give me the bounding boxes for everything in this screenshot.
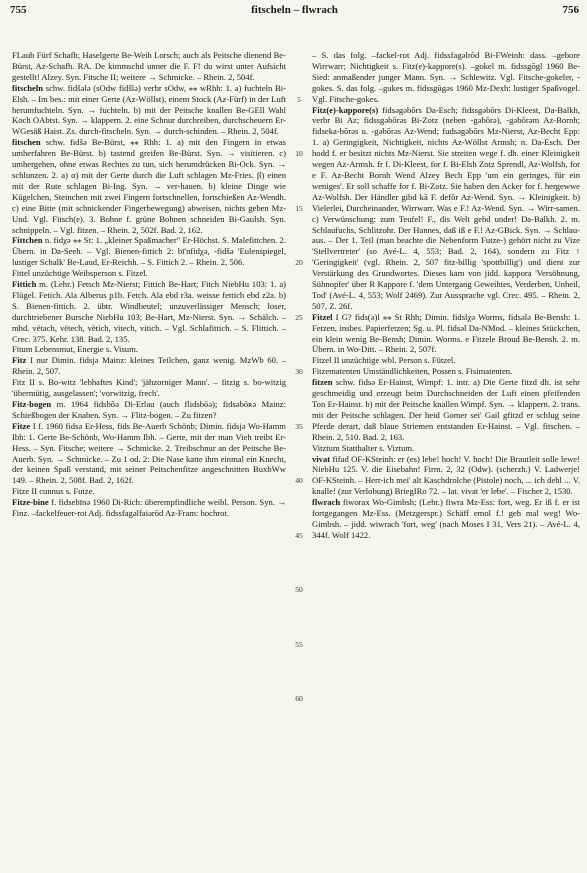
headword: vivat [312, 453, 331, 464]
entry-text: Fitum Lebensmut, Energie s. Visum. [12, 344, 138, 355]
dictionary-entry [12, 268, 286, 279]
line-number: 10 [295, 149, 303, 159]
entry-text: Vitztum Statthalter s. Viztum. [312, 442, 415, 453]
dictionary-entry [12, 486, 286, 497]
line-number: 40 [295, 476, 303, 486]
headword: flwrach [312, 497, 341, 508]
dictionary-entry [12, 137, 286, 235]
entry-text: m. 1964 fidsbōə Di-Erlau (auch flidsbōə); fidsəbōʀə Mainz: Schießbogen der Knaben. Syn. → Flitz-bogen. – Zu fitzen? [12, 399, 286, 420]
line-number: 15 [295, 203, 303, 213]
entry-text: fiworax Wo-Gimbsh; (Lehr.) fiwra Mz-Ess: fort, weg. Er iß f. er ist fortgegangen Mz-Ess. (Metzgerspr.) Schäff emol f.! geh mal weg! Wo-Gimbsh. – jidd. wiwrach 'fort, weg' (nach Moses I 31, Vers 21). – Avé-L. 4, 344f. Wolf 1422. [312, 497, 580, 540]
dictionary-entry [12, 279, 286, 344]
dictionary-entry [312, 497, 580, 541]
dictionary-entry [312, 377, 580, 442]
dictionary-entry [12, 421, 286, 486]
page-header [10, 4, 579, 22]
line-number: 60 [295, 694, 303, 704]
headword: Fittchen [12, 235, 43, 246]
page-number-right: 756 [562, 4, 579, 16]
headword: Fitzel [312, 311, 333, 322]
dictionary-entry [312, 443, 580, 454]
dictionary-entry [312, 454, 580, 498]
entry-text: m. (Lehr.) Fetsch Mz-Nierst; Fittich Be-Hart; Fitch NiebHu 103: 1. a) Flügel. Fetich. Ala Alberus p1b. Fetch. Ala ebd r3a. weisse fettich ebd z2a. b) S. Bienen-fittich. 2. übtr. Windbeutel; unzuverlässiger Mensch; loser, durchtriebener Bursche NiebHu 103; Be-Hart, Mz-Nierst. Syn. → Schälch. – mhd. vëtach, vëtech, vëtich, vitech, vitich. – Vgl. Schlafittich. – S. Flittich. – Crec. 375. Kehr. 138. Bad. 2, 135. [12, 279, 286, 344]
dictionary-entry [12, 497, 286, 519]
line-number: 5 [297, 94, 301, 104]
dictionary-entry [312, 312, 580, 356]
entry-text: schw. fidsə Er-Hainst, Wimpf: 1. intr. a) Die Gerte fitzd dh. ist sehr geschmeidig und erzeugt beim Durchschneiden der Luft einen pfeifenden Ton Er-Hainst. b) mit der Peitsche knallen Wimpf. Syn. → klappern. 2. trans. mit der Peitsche schlagen. Der heid Gomer sei' Gail gfitzd er schlug seine Pferde derart, daß blaue Striemen entstanden Er-Hainst. – Vgl. fitschen. – Rhein. 2, 510. Bad. 2, 163. [312, 377, 580, 442]
headword: fitscheln [12, 82, 44, 93]
line-number: 45 [295, 530, 303, 540]
entry-text: I G? fids(ə)l ⁎⁎ St Rhh; Dimin. fidslχə Worms, fidsələ Be-Bensh: 1. Fetzen, insbes. Papierfetzen; Sg. u. Pl. fidsəl Da-NMod. – kleines Stückchen, ein klein wenig Be-Bensh; Dimin. Worms. e Fitzele Broud Be-Bensh. 2. m. Übern. in Wo-Ditt. – Rhein. 2, 507f. [312, 311, 580, 355]
dictionary-entry [12, 235, 286, 268]
headword: fitzen [312, 377, 333, 388]
line-number: 55 [295, 639, 303, 649]
line-number: 25 [295, 312, 303, 322]
line-number: 35 [295, 421, 303, 431]
entry-text: f. fidsebīnə 1960 Di-Rich: überempfindliche weibl. Person. Syn. → Finz. –fackelfeuer-rot Adj. fidssfagəlfaiərōd Az-Fram: hochrot. [12, 497, 286, 519]
dictionary-entry [12, 50, 286, 83]
entry-text: Fitz II s. Bo-witz 'lebhaftes Kind'; 'jähzorniger Mann'. – fitzig s. bo-witzig 'übermütig, ausgelassen'; 'vorwitzig, frech'. [12, 377, 286, 399]
dictionary-entry [312, 105, 580, 312]
dictionary-entry [312, 50, 580, 105]
headword: Fitz-bogen [12, 399, 52, 409]
entry-text: fifad OF-KSteinh: er (es) lebe! hoch! V. hoch! Die Brautleit solle lewe! NiebHu 125. V. die Eisebahn! Firm. 2, 32 (Odw). (scherzh.) V. Ladwerje! OF-KSteinh. – Herr-ich mei' alt Kaschdrolche (Pistole) noch, ... ich dehl ... V. knalle! (zur Verlobung) BriegIRo 72. – lat. vivat 'er lebe'. – Fischer 2, 1530. [312, 453, 580, 497]
line-number: 50 [295, 585, 303, 595]
page-number-left: 755 [10, 4, 27, 16]
entry-text: Fitzel II unzüchtige wbl. Person s. Fützel. [312, 355, 456, 366]
entry-text: Fittel unzüchtige Weibsperson s. Fitzel. [12, 268, 148, 279]
entry-text: I nur Dimin. fidsjə Mainz: kleines Teilchen, ganz wenig. MzWb 60. – Rhein. 2, 507. [12, 355, 286, 377]
headword: Fitz(e)-kappore(s) [312, 104, 379, 115]
entry-text: schw. fidšə Be-Bürst, ⁎⁎ Rhh: 1. a) mit den Fingern in etwas umherfahren Be-Bürst. b) tastend greifen Be-Bürst. Syn. → visitieren. c) umhergehen, ohne etwas Rechtes zu tun, sich herumdrücken Bi-Ock. Syn. → schlunzen. 2. a) α) mit der Gerte durch die Luft schlagen Mz-Fries. β) einen mit der Rute schlagen Bi-Ing. Syn. → ver-hauen. b) kleine Dinge wie Kügelchen, Steinchen mit zwei Fingern fortschnellen, fortschießen Az-Wendh. c) eine Bitte (mit schnickender Fingerbewegung) abweisen, nichts geben Mz-Und. Vgl. Fitsch(e). 3. Bohne f. grüne Bohnen schneiden Bi-Gaulsh. Syn. schnippeln. – Vgl. fitzen. – Rhein. 2, 502f. Bad. 2, 162. [12, 137, 286, 235]
entry-text: FLaub Fürf Schafh; Haselgerte Be-Weih Lorsch; auch als Peitsche dienend Be-Bürst, Az-Schafh. RA. De kimmschd unner die F. F! du wirst unter Aufsicht gestellt! Alzey. Syn. Fitsche II; weitere → Schmicke. – Rhein. 2, 504f. [12, 50, 286, 82]
entry-text: Fitze II cunnus s. Futze. [12, 486, 95, 497]
right-column [312, 50, 580, 868]
dictionary-entry [312, 355, 580, 366]
headword: Fitze-bine [12, 497, 49, 508]
line-number: 20 [295, 258, 303, 268]
line-number: 30 [295, 367, 303, 377]
headword: Fittich [12, 279, 37, 290]
headword: Fitz [12, 355, 27, 366]
dictionary-entry [12, 399, 286, 421]
entry-text: Fitzematenten Umständlichkeiten, Possen s. Fisimatenten. [312, 366, 513, 377]
entry-text: – S. das folg. –fackel-rot Adj. fidssfagəlrōd Bi-FWeinh: dass. –gebore Wirrwarr; Nichtigkeit s. Fitz(e)-kappore(s). –gokel m. fidssgōgl 1960 Be-Sied: anmaßender junger Mann. Syn. → Schlewitz. Vgl. Fitsche-gokeler, -gokes. S. das folg. –gukes m. fidssgūgəs 1960 Mz-Dexh: lustiger Spaßvogel. Vgl. Fitsche-gokes. [312, 50, 580, 104]
entry-text: I f. 1960 fidsə Er-Hess, fids Be-Auerb Schönb; Dimin. fidsjə Wo-Hamm Ibh: 1. Gerte Be-Schönb, Wo-Hamm Ibh. – Gerte, mit der man Vieh treibt Er-Hess. – Syn. Fitsche; weitere → Schmicke. 2. Treibschnur an der Peitsche Be-Auerb. Syn. → Schmicke. – Zu 1 od. 2: Die Nase katte ihm einmal ein Knecht, der keinen Spaß verstand, mit seiner Peitschenfitze angeschnitten BuxbWw 149. – Rhein. 2, 508f. Bad. 2, 162f. [12, 420, 286, 486]
dictionary-entry [312, 366, 580, 377]
running-head: fitscheln – flwrach [251, 4, 338, 16]
line-number-gutter [286, 50, 312, 868]
dictionary-entry [12, 344, 286, 355]
left-column [12, 50, 286, 868]
entry-text: schw. fidšələ (sOdw fidšlə) verbr sOdw, ⁎⁎ wRhh: 1. a) fuchteln Bi-Elsh. – Im bes.: mit einer Gerte (Az-Wöllst), einem Stock (Az-Fürf) in der Luft herumfuchteln. Syn. → fuchteln. b) mit der Peitsche knallen Be-GEll Wahl Koch OAbtst. Syn. → klappern. 2. eine Schnur durchreiben, durchscheuern Er-WGesäß Haist. Zs. durch-fitscheln. Syn. → durch-schinden. – Rhein. 2, 504f. [12, 82, 286, 137]
dictionary-entry [12, 355, 286, 377]
entry-text: n. fidχə ⁎⁎ St: 1. „kleiner Spaßmacher" Er-Höchst. S. Malefittchen. 2. Übern. in Da-Seeh. – Vgl. Bienen-fittich 2: bī'nfidχə, -fidšə 'Eulenspiegel, lustiger Schalk' Be-Laud, Er-Reichh. – S. Fittich 2. – Rhein. 2, 506. [12, 235, 286, 268]
entry-text: fidsəgəbōrs Da-Esch; fidssgəbōrs Di-Kleest, Da-Balkh, verbr Bi Az; fidssgəbōrəs Bi-Zotz (neben -gəbōrə), -gəbōrəm Az-Bornh; fidseka-bōrəs u. -gəbōrəs Az-Wend; fudsəgəbōrs Mz-Nierst, Az-Becht Epp: 1. a) Geringigkeit, Nichtigkeit, nichts Az-Wöllst Armsh; n. Da-Esch. Der hodd f. er besitzt nichts Mz-Nierst. Sie streiten wege f. dh. einer Kleinigkeit wegen Az-Armsh. fr f. Di-Kleest, for f. Bi-Elsh Zotz Sprendl, Az-Wolfsh, for e F. Az-Becht Bornh Wend Alzey Bech Epp 'um ein geringes, für ein weniges'. Er soll schaffe for f. Bi-Zotz. Sie haben den Acker for f. hergewwe Az-Wolfsh. Der Händler gibd kā F. defōr Az-Wend. Syn. → Kleinigkeit. b) Vielerlei, Durcheinander, Wirrwarr. Was e F.! Az-Wend. Syn. → Wirr-samen. c) Verwünschung: zum Teufel! F., dis Welt gehd under! Da-Balkh. 2. m. Schlaufuchs, Schlitzohr. Der Hannes, daß iß e F.! Az-GBick. Syn. → Schlau-aus. – Der 1. Teil (man beachte die Nebenform Futze-) gehört nicht zu Vize 'Stellvertreter' (so Avé-L. 4, 553; Bad. 2, 164), sondern zu Fitz ↑ 'Geringigkeit' (vgl. Rhein. 2, 507 fitz-billig 'spottbillig') und dient zur Verstärkung des Grundwortes. Dieses kam von jidd. kappora 'Versöhnung, Sühnopfer' über R Kappore f. 'dem Untergang Geweihtes, Verderben, Unheil, Tod' (Avé-L. 4, 553; Wolf 2469). Zur Aussprache vgl. Crec. 495. – Rhein. 2, 507, Z. 26f. [312, 104, 580, 311]
dictionary-entry [12, 377, 286, 399]
dictionary-entry [12, 83, 286, 138]
headword: fitschen [12, 137, 41, 148]
headword: Fitze [12, 420, 31, 431]
